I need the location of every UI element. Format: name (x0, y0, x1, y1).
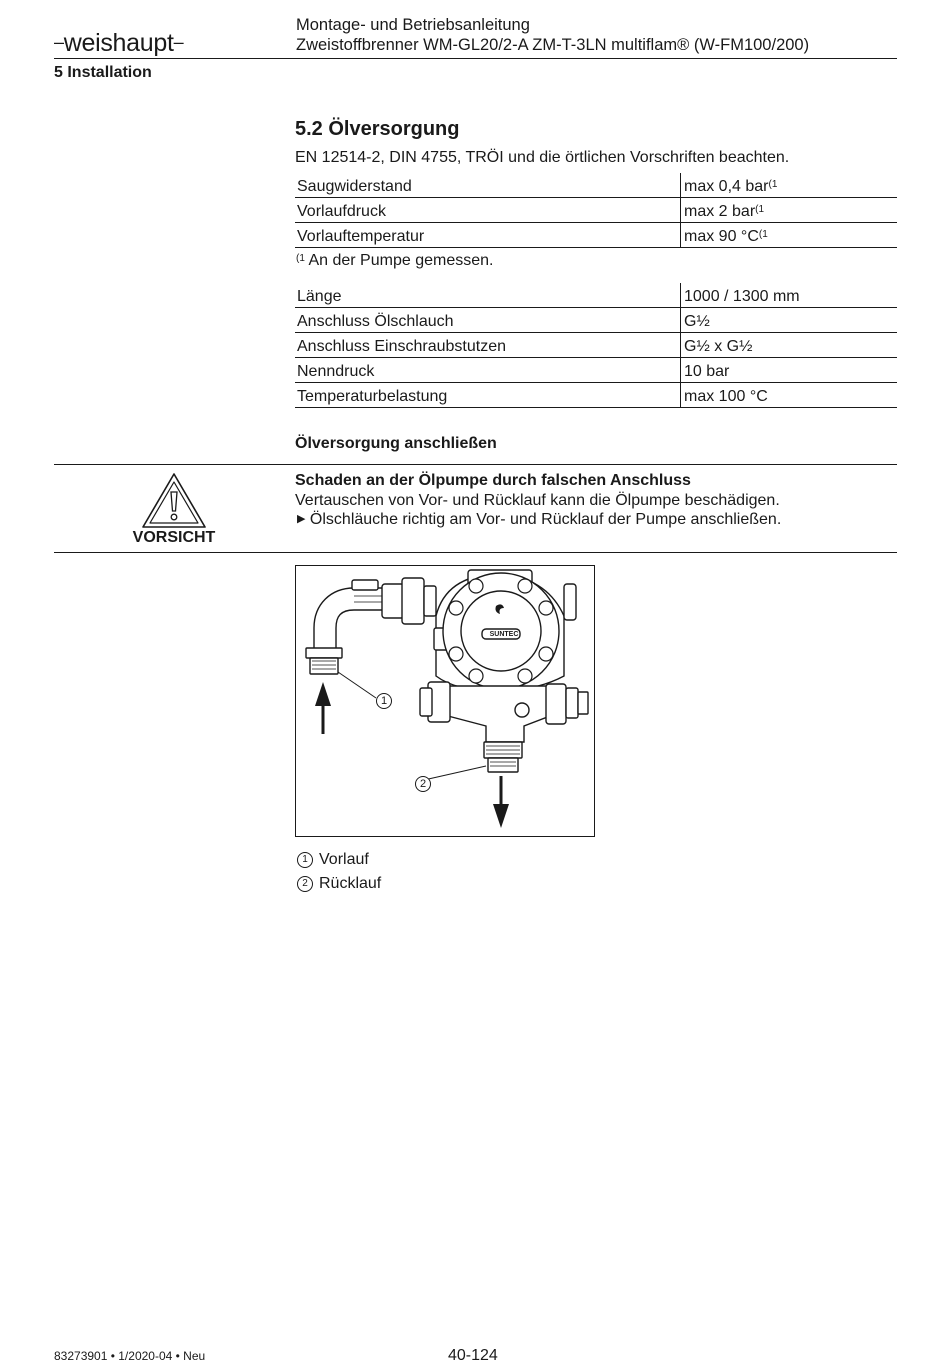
legend-text: Rücklauf (319, 875, 382, 892)
hose-spec-table (295, 283, 897, 408)
legend-item (297, 850, 369, 870)
table-row (295, 358, 897, 383)
warning-label: VORSICHT (132, 529, 216, 546)
table-cell-label: Länge (295, 283, 681, 308)
section-intro: EN 12514-2, DIN 4755, TRÖI und die örtlichen Vorschriften beachten. (295, 149, 790, 166)
subheading: Ölversorgung anschließen (295, 435, 497, 452)
footnote-ref: (1 (758, 229, 768, 240)
warning-action: ▶ Ölschläuche richtig am Vor- und Rücklauf der Pumpe anschließen. (297, 511, 782, 528)
oil-pump-illustration (296, 566, 594, 836)
table-row (295, 333, 897, 358)
warning-triangle-icon (141, 472, 207, 530)
bullet-icon: ▶ (297, 513, 306, 525)
table-row (295, 283, 897, 308)
legend-text: Vorlauf (319, 851, 369, 868)
table-row (295, 223, 897, 248)
oil-limits-table (295, 173, 897, 248)
brand-logo: –weishaupt– (54, 29, 184, 57)
table-cell-value: max 2 bar$^{(1}$ (681, 198, 898, 223)
table-cell-label: Anschluss Ölschlauch (295, 308, 681, 333)
table-cell-value: max 0,4 bar$^{(1}$ (681, 173, 898, 198)
table-cell-value: max 90 $^\circ C^{(1}$ (681, 223, 898, 248)
table-row (295, 198, 897, 223)
table-cell-label: Nenndruck (295, 358, 681, 383)
footer-page-number: 40-124 (448, 1347, 498, 1364)
table-cell-value: G½ x G½ (681, 333, 898, 358)
table-footnote: $^{(1}$ An der Pumpe gemessen. (296, 252, 494, 269)
table-row (295, 173, 897, 198)
callout-2: 2 (419, 778, 427, 790)
table-cell-label: Anschluss Einschraubstutzen (295, 333, 681, 358)
table-row (295, 308, 897, 333)
table-cell-value: 10 bar (681, 358, 898, 383)
table-cell-value: max 100 °C (681, 383, 898, 408)
warning-rule-bottom (54, 552, 897, 553)
legend-number: 1 (297, 852, 313, 868)
header-rule (54, 58, 897, 59)
table-cell-label: Temperaturbelastung (295, 383, 681, 408)
warning-title: Schaden an der Ölpumpe durch falschen Anschluss (295, 472, 691, 489)
legend-number: 2 (297, 876, 313, 892)
chapter-title: 5 Installation (54, 64, 152, 81)
footer-doc-id: 83273901 • 1/2020-04 • Neu (54, 1349, 206, 1363)
header-product: Zweistoffbrenner WM-GL20/2-A ZM-T-3LN multiflam® (W-FM100/200) (296, 36, 810, 54)
legend-item (297, 874, 381, 894)
table-cell-value: 1000 / 1300 mm (681, 283, 898, 308)
footnote-ref: (1 (768, 179, 778, 190)
table-cell-label: Vorlaufdruck (295, 198, 681, 223)
table-cell-value: G½ (681, 308, 898, 333)
footnote-ref: (1 (755, 204, 765, 215)
warning-text: Vertauschen von Vor- und Rücklauf kann die Ölpumpe beschädigen. (295, 492, 780, 509)
table-row (295, 383, 897, 408)
brand-logo-text: weishaupt (63, 29, 174, 57)
pump-brand-label: SUNTEC (489, 631, 519, 638)
header-doc-type: Montage- und Betriebsanleitung (296, 16, 530, 34)
warning-rule-top (54, 464, 897, 465)
callout-1: 1 (380, 695, 388, 707)
section-title: 5.2 Ölversorgung (295, 118, 460, 140)
table-cell-label: Saugwiderstand (295, 173, 681, 198)
table-cell-label: Vorlauftemperatur (295, 223, 681, 248)
